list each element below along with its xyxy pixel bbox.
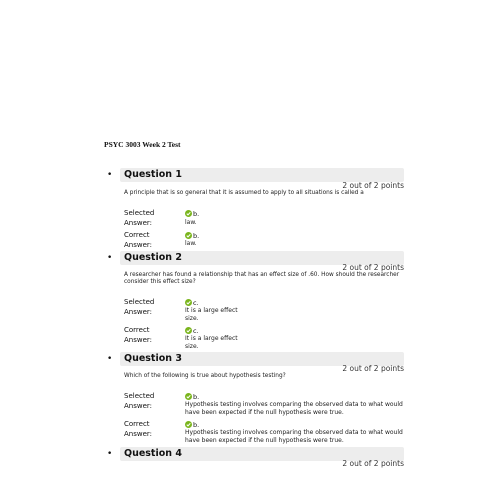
correct-answer-text: Hypothesis testing involves comparing the observed data to what would have been expected if the null hypothesis were true.	[185, 429, 403, 444]
selected-answer-letter: b.	[193, 209, 200, 218]
selected-answer-label: Selected Answer:	[124, 298, 155, 316]
question-text: Which of the following is true about hypothesis testing?	[124, 373, 286, 379]
question-bullet: •	[107, 354, 113, 364]
question-bullet: •	[107, 170, 113, 180]
document-title: PSYC 3003 Week 2 Test	[104, 140, 181, 149]
correct-answer-label: Correct Answer:	[124, 420, 153, 438]
selected-answer-label: Selected Answer:	[124, 392, 155, 410]
correct-answer-text: It is a large effect size.	[185, 335, 238, 350]
check-circle-icon	[185, 299, 192, 306]
correct-answer-letter: c.	[193, 326, 199, 335]
correct-answer-label: Correct Answer:	[124, 231, 153, 249]
question-text: A principle that is so general that it is assumed to apply to all situations is called a	[124, 190, 364, 196]
check-circle-icon	[185, 232, 192, 239]
question-title: Question 3	[124, 353, 182, 364]
selected-answer-text: law.	[185, 219, 197, 226]
question-text: A researcher has found a relationship that has an effect size of .60. How should the researcher consider this effect size?	[124, 272, 400, 285]
question-bullet: •	[107, 253, 113, 263]
check-circle-icon	[185, 393, 192, 400]
selected-answer-letter: b.	[193, 392, 200, 401]
question-points: 2 out of 2 points	[342, 459, 404, 468]
check-circle-icon	[185, 210, 192, 217]
correct-answer-label: Correct Answer:	[124, 326, 153, 344]
question-bullet: •	[107, 449, 113, 459]
check-circle-icon	[185, 327, 192, 334]
correct-answer-text: law.	[185, 240, 197, 247]
question-title: Question 4	[124, 448, 182, 459]
check-circle-icon	[185, 421, 192, 428]
question-points: 2 out of 2 points	[342, 364, 404, 373]
selected-answer-text: It is a large effect size.	[185, 307, 238, 322]
selected-answer-letter: c.	[193, 298, 199, 307]
selected-answer-label: Selected Answer:	[124, 209, 155, 227]
selected-answer-text: Hypothesis testing involves comparing the observed data to what would have been expected if the null hypothesis were true.	[185, 401, 403, 416]
question-title: Question 2	[124, 252, 182, 263]
question-points: 2 out of 2 points	[342, 263, 404, 272]
correct-answer-letter: b.	[193, 420, 200, 429]
question-title: Question 1	[124, 169, 182, 180]
correct-answer-letter: b.	[193, 231, 200, 240]
question-points: 2 out of 2 points	[342, 181, 404, 190]
